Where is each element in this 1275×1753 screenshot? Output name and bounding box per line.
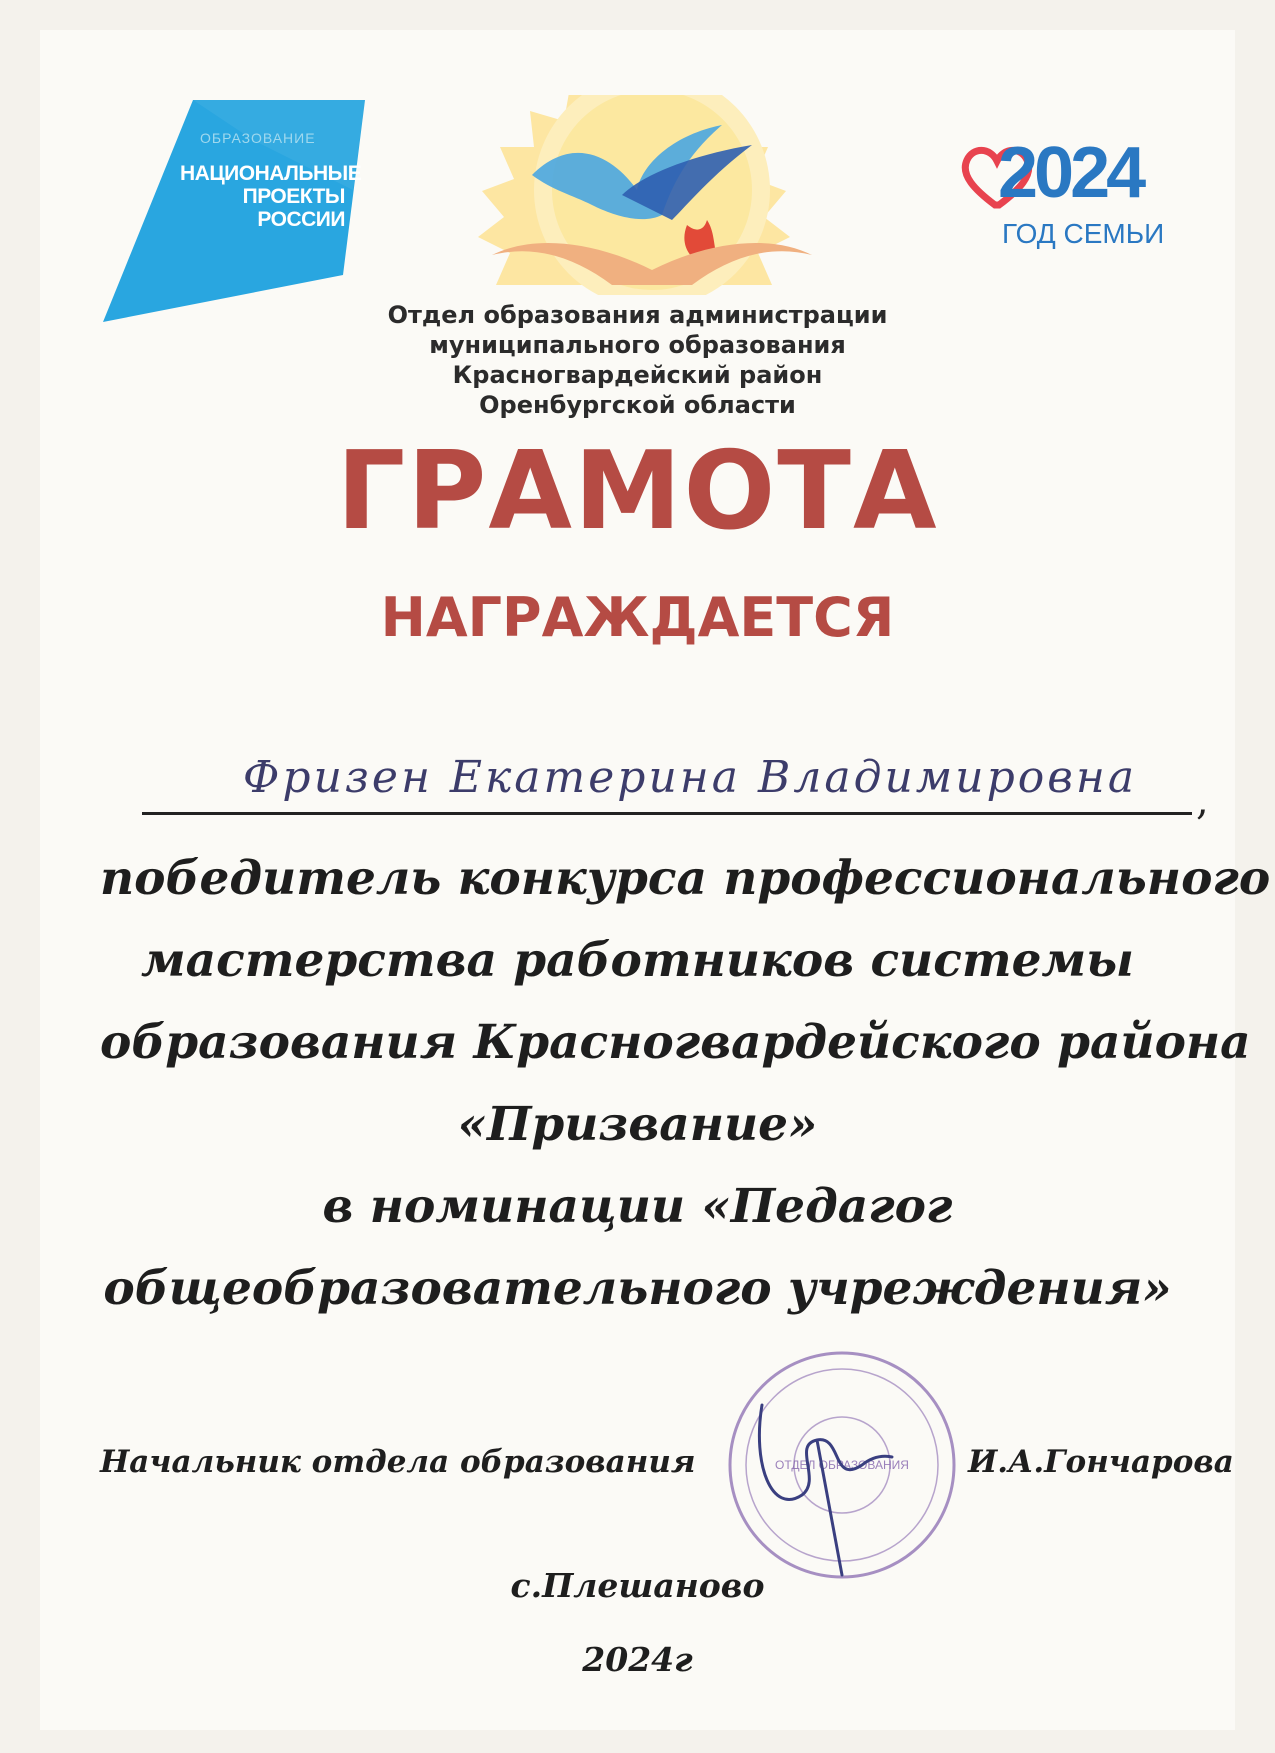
issue-year: 2024г bbox=[582, 1640, 693, 1679]
signatory-name: И.А.Гончарова bbox=[968, 1444, 1234, 1480]
stamp-center-text: ОТДЕЛ ОБРАЗОВАНИЯ bbox=[775, 1458, 909, 1472]
issuer-header bbox=[0, 300, 1275, 420]
award-line-4: «Призвание» bbox=[457, 1097, 818, 1152]
national-projects-line-3: РОССИИ bbox=[257, 208, 345, 231]
national-projects-line-1: НАЦИОНАЛЬНЫЕ bbox=[180, 162, 362, 185]
recipient-comma: , bbox=[1196, 778, 1209, 824]
national-projects-line-2: ПРОЕКТЫ bbox=[242, 185, 345, 208]
award-line-3: образования Красногвардейского района bbox=[100, 1015, 1251, 1070]
official-stamp bbox=[722, 1345, 962, 1585]
award-line-1: победитель конкурса профессионального bbox=[100, 851, 1271, 906]
award-text bbox=[100, 838, 1271, 1330]
signatory-position: Начальник отдела образования bbox=[100, 1444, 696, 1480]
place-of-issue: с.Плешаново bbox=[510, 1566, 765, 1605]
certificate-title: ГРАМОТА bbox=[336, 429, 939, 554]
issuer-line-4: Оренбургской области bbox=[479, 391, 796, 419]
national-projects-top-label: ОБРАЗОВАНИЕ bbox=[200, 130, 316, 146]
recipient-name: Фризен Екатерина Владимировна bbox=[242, 752, 1138, 803]
issuer-line-1: Отдел образования администрации bbox=[387, 301, 888, 329]
family-year-number: 2024 bbox=[998, 133, 1143, 213]
handwritten-signature bbox=[759, 1405, 892, 1575]
award-line-6: общеобразовательного учреждения» bbox=[103, 1261, 1172, 1316]
recipient-underline bbox=[142, 812, 1192, 815]
issuer-line-3: Красногвардейский район bbox=[452, 361, 823, 389]
education-emblem-logo bbox=[472, 95, 832, 295]
award-line-5: в номинации «Педагог bbox=[322, 1179, 953, 1234]
certificate-subtitle: НАГРАЖДАЕТСЯ bbox=[380, 586, 895, 649]
family-year-caption: ГОД СЕМЬИ bbox=[1002, 218, 1165, 249]
award-line-2: мастерства работников системы bbox=[141, 933, 1134, 988]
issuer-line-2: муниципального образования bbox=[429, 331, 846, 359]
national-projects-title bbox=[180, 162, 362, 231]
